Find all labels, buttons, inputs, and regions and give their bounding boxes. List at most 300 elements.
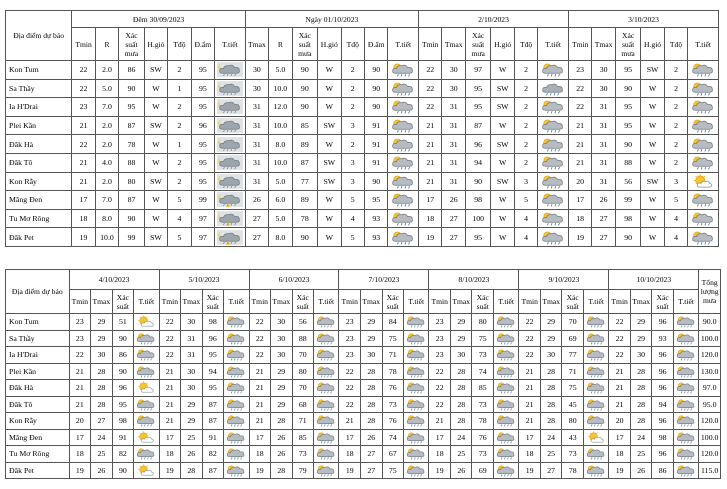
value-cell: 94 bbox=[465, 153, 491, 172]
value-cell: 26 bbox=[450, 462, 472, 479]
night-rain-icon bbox=[217, 99, 243, 114]
value-cell: W bbox=[318, 61, 341, 80]
value-cell: 22 bbox=[609, 347, 631, 364]
value-cell: 90 bbox=[465, 172, 491, 191]
value-cell: 31 bbox=[442, 98, 465, 117]
column-header: Xác suất bbox=[292, 290, 314, 314]
value-cell: 21 bbox=[519, 396, 541, 413]
value-cell: 21 bbox=[249, 363, 271, 380]
weather-cell bbox=[688, 209, 719, 228]
value-cell: 2 bbox=[664, 135, 687, 154]
weather-cell bbox=[688, 98, 719, 117]
value-cell: 4.0 bbox=[95, 153, 118, 172]
value-cell: SW bbox=[491, 172, 514, 191]
value-cell: 23 bbox=[339, 314, 361, 331]
sun-cloud-rain-icon bbox=[135, 447, 157, 460]
value-cell: 28 bbox=[450, 363, 472, 380]
value-cell: 75 bbox=[562, 380, 584, 397]
weather-cell bbox=[404, 330, 429, 347]
value-cell: SW bbox=[318, 172, 341, 191]
location-cell: Kon Rẫy bbox=[6, 413, 70, 430]
weather-cell bbox=[688, 191, 719, 210]
value-cell: 21 bbox=[249, 413, 271, 430]
location-cell: Đăk Hà bbox=[6, 135, 72, 154]
value-cell: 74 bbox=[382, 429, 404, 446]
value-cell: 76 bbox=[382, 413, 404, 430]
value-cell: 22 bbox=[72, 61, 95, 80]
value-cell: 22 bbox=[419, 98, 442, 117]
sun-cloud-rain-icon bbox=[225, 332, 247, 345]
value-cell: 28 bbox=[91, 380, 113, 397]
value-cell: 24 bbox=[630, 429, 652, 446]
weather-cell bbox=[224, 413, 249, 430]
weather-cell bbox=[493, 446, 518, 463]
value-cell: 80 bbox=[292, 363, 314, 380]
value-cell: 25 bbox=[181, 429, 203, 446]
weather-cell bbox=[224, 429, 249, 446]
value-cell: 23 bbox=[339, 330, 361, 347]
value-cell: 79 bbox=[292, 462, 314, 479]
sun-cloud-icon bbox=[135, 381, 157, 394]
sun-cloud-rain-icon bbox=[225, 447, 247, 460]
value-cell: 91 bbox=[202, 429, 224, 446]
value-cell: 19 bbox=[609, 462, 631, 479]
value-cell: W bbox=[641, 191, 664, 210]
value-cell: 21 bbox=[249, 396, 271, 413]
period-header: Ngày 01/10/2023 bbox=[245, 11, 418, 28]
value-cell: 2 bbox=[664, 61, 687, 80]
value-cell: 26 bbox=[181, 446, 203, 463]
value-cell: 18 bbox=[519, 446, 541, 463]
weather-cell bbox=[583, 330, 608, 347]
value-cell: 85 bbox=[292, 429, 314, 446]
day-header: 10/10/2023 bbox=[609, 270, 699, 290]
value-cell: 28 bbox=[450, 396, 472, 413]
value-cell: 22 bbox=[339, 380, 361, 397]
value-cell: 30 bbox=[540, 347, 562, 364]
value-cell: 30 bbox=[91, 347, 113, 364]
weather-cell bbox=[688, 116, 719, 135]
value-cell: 96 bbox=[652, 413, 674, 430]
value-cell: 88 bbox=[292, 330, 314, 347]
value-cell: 26 bbox=[271, 446, 293, 463]
value-cell: 31 bbox=[592, 135, 615, 154]
weather-cell bbox=[538, 98, 569, 117]
value-cell: 97 bbox=[191, 228, 214, 247]
location-cell: Măng Đen bbox=[6, 429, 70, 446]
value-cell: 28 bbox=[540, 396, 562, 413]
weather-cell bbox=[388, 191, 419, 210]
weather-cell bbox=[583, 462, 608, 479]
value-cell: W bbox=[144, 191, 167, 210]
column-header: H.gió bbox=[318, 28, 341, 61]
location-cell: Măng Đen bbox=[6, 191, 72, 210]
sun-cloud-rain-icon bbox=[675, 348, 697, 361]
value-cell: 19 bbox=[69, 462, 91, 479]
weather-cell bbox=[673, 363, 698, 380]
value-cell: 96 bbox=[112, 380, 134, 397]
value-cell: 28 bbox=[91, 363, 113, 380]
weather-cell bbox=[493, 462, 518, 479]
sun-cloud-rain-icon bbox=[495, 381, 517, 394]
weather-cell bbox=[673, 380, 698, 397]
column-header: Xác suất bbox=[202, 290, 224, 314]
column-header: Tmin bbox=[429, 290, 451, 314]
sun-cloud-rain-icon bbox=[405, 398, 427, 411]
sun-cloud-rain-icon bbox=[390, 230, 416, 245]
weather-cell bbox=[583, 363, 608, 380]
column-header: T.tiết bbox=[493, 290, 518, 314]
value-cell: 95 bbox=[465, 98, 491, 117]
sun-cloud-rain-icon bbox=[690, 62, 716, 77]
table-row bbox=[6, 172, 719, 191]
table-row bbox=[6, 380, 721, 397]
value-cell: 28 bbox=[271, 462, 293, 479]
value-cell: 95 bbox=[615, 98, 641, 117]
weather-cell bbox=[388, 135, 419, 154]
location-cell: Đăk Pet bbox=[6, 228, 72, 247]
value-cell: 87 bbox=[119, 116, 145, 135]
value-cell: 76 bbox=[382, 380, 404, 397]
value-cell: 95 bbox=[465, 79, 491, 98]
location-cell: Kon Tum bbox=[6, 61, 72, 80]
total-rain-cell: 130.0 bbox=[699, 363, 721, 380]
weather-cell bbox=[134, 446, 159, 463]
weather-cell bbox=[215, 153, 246, 172]
value-cell: 4 bbox=[664, 228, 687, 247]
weather-cell bbox=[538, 79, 569, 98]
weather-cell bbox=[314, 462, 339, 479]
total-rain-cell: 97.0 bbox=[699, 380, 721, 397]
column-header: Tmin bbox=[519, 290, 541, 314]
sun-cloud-rain-icon bbox=[495, 431, 517, 444]
value-cell: 91 bbox=[364, 116, 387, 135]
value-cell: 17 bbox=[568, 191, 591, 210]
sun-cloud-icon bbox=[690, 174, 716, 189]
weather-cell bbox=[404, 413, 429, 430]
value-cell: 99 bbox=[191, 191, 214, 210]
weather-cell bbox=[134, 396, 159, 413]
value-cell: 18 bbox=[419, 209, 442, 228]
value-cell: 5 bbox=[341, 191, 364, 210]
value-cell: 3 bbox=[341, 172, 364, 191]
value-cell: 73 bbox=[562, 446, 584, 463]
location-cell: Ia H'Drai bbox=[6, 347, 70, 364]
value-cell: 5.0 bbox=[269, 172, 292, 191]
sun-cloud-rain-icon bbox=[690, 81, 716, 96]
sun-cloud-rain-icon bbox=[540, 192, 566, 207]
table-row bbox=[6, 209, 719, 228]
value-cell: 23 bbox=[72, 98, 95, 117]
sun-cloud-rain-icon bbox=[495, 447, 517, 460]
value-cell: 71 bbox=[292, 413, 314, 430]
weather-cell bbox=[493, 413, 518, 430]
column-header: T.tiết bbox=[538, 28, 569, 61]
value-cell: 73 bbox=[472, 446, 494, 463]
value-cell: 21 bbox=[69, 363, 91, 380]
value-cell: 90 bbox=[292, 98, 318, 117]
value-cell: 2 bbox=[168, 153, 191, 172]
value-cell: 27 bbox=[592, 209, 615, 228]
night-storm-icon bbox=[217, 211, 243, 226]
value-cell: 97 bbox=[191, 209, 214, 228]
column-header: Tmin bbox=[159, 290, 181, 314]
weather-cell bbox=[314, 330, 339, 347]
total-rain-cell: 120.0 bbox=[699, 446, 721, 463]
sun-cloud-rain-icon bbox=[585, 381, 607, 394]
value-cell: 30 bbox=[442, 61, 465, 80]
value-cell: 25 bbox=[450, 446, 472, 463]
column-header: Tmax bbox=[540, 290, 562, 314]
value-cell: 21 bbox=[159, 396, 181, 413]
value-cell: 31 bbox=[442, 153, 465, 172]
value-cell: 96 bbox=[191, 116, 214, 135]
value-cell: 78 bbox=[119, 135, 145, 154]
table-row bbox=[6, 79, 719, 98]
weather-cell bbox=[673, 462, 698, 479]
value-cell: 95 bbox=[465, 228, 491, 247]
value-cell: 22 bbox=[159, 330, 181, 347]
sun-cloud-rain-icon bbox=[405, 332, 427, 345]
night-rain-icon bbox=[217, 81, 243, 96]
value-cell: 97 bbox=[465, 61, 491, 80]
value-cell: 45 bbox=[562, 396, 584, 413]
weather-cell bbox=[215, 79, 246, 98]
sun-cloud-rain-icon bbox=[315, 464, 337, 477]
value-cell: 21 bbox=[72, 153, 95, 172]
value-cell: 31 bbox=[442, 116, 465, 135]
value-cell: 19 bbox=[249, 462, 271, 479]
value-cell: 24 bbox=[450, 429, 472, 446]
sun-cloud-icon bbox=[135, 431, 157, 444]
value-cell: 3 bbox=[341, 116, 364, 135]
weather-cell bbox=[583, 446, 608, 463]
value-cell: 31 bbox=[592, 116, 615, 135]
location-cell: Tu Mơ Rông bbox=[6, 209, 72, 228]
weather-cell bbox=[314, 363, 339, 380]
value-cell: 56 bbox=[615, 172, 641, 191]
value-cell: W bbox=[641, 153, 664, 172]
weather-cell bbox=[404, 314, 429, 331]
value-cell: 21 bbox=[419, 172, 442, 191]
value-cell: 22 bbox=[339, 396, 361, 413]
column-header: Tđộ bbox=[664, 28, 687, 61]
value-cell: 29 bbox=[630, 314, 652, 331]
value-cell: 22 bbox=[159, 314, 181, 331]
value-cell: 29 bbox=[540, 314, 562, 331]
value-cell: 22 bbox=[519, 347, 541, 364]
weather-cell bbox=[673, 446, 698, 463]
weather-cell bbox=[314, 413, 339, 430]
sun-cloud-rain-icon bbox=[135, 398, 157, 411]
value-cell: 29 bbox=[450, 314, 472, 331]
weather-cell bbox=[688, 61, 719, 80]
value-cell: 73 bbox=[472, 396, 494, 413]
value-cell: 96 bbox=[465, 135, 491, 154]
value-cell: W bbox=[144, 209, 167, 228]
column-header: Xác suất bbox=[112, 290, 134, 314]
value-cell: 30 bbox=[181, 314, 203, 331]
weather-cell bbox=[215, 228, 246, 247]
value-cell: 22 bbox=[249, 314, 271, 331]
sun-cloud-rain-icon bbox=[675, 414, 697, 427]
value-cell: 87 bbox=[465, 116, 491, 135]
value-cell: 23 bbox=[69, 330, 91, 347]
sun-cloud-rain-icon bbox=[315, 431, 337, 444]
table-row bbox=[6, 191, 719, 210]
value-cell: 23 bbox=[429, 347, 451, 364]
value-cell: SW bbox=[144, 61, 167, 80]
weather-cell bbox=[493, 396, 518, 413]
value-cell: 26 bbox=[630, 462, 652, 479]
sun-cloud-rain-icon bbox=[390, 62, 416, 77]
day-header: 6/10/2023 bbox=[249, 270, 339, 290]
value-cell: 4 bbox=[341, 209, 364, 228]
total-rain-cell: 100.0 bbox=[699, 330, 721, 347]
weather-cell bbox=[583, 380, 608, 397]
value-cell: 82 bbox=[202, 446, 224, 463]
sun-cloud-rain-icon bbox=[690, 230, 716, 245]
sun-cloud-rain-icon bbox=[405, 348, 427, 361]
value-cell: 93 bbox=[364, 228, 387, 247]
value-cell: 95 bbox=[615, 116, 641, 135]
sun-cloud-rain-icon bbox=[405, 431, 427, 444]
value-cell: 21 bbox=[609, 380, 631, 397]
column-header: Xác suất bbox=[562, 290, 584, 314]
value-cell: 87 bbox=[202, 396, 224, 413]
value-cell: 98 bbox=[652, 429, 674, 446]
weather-cell bbox=[215, 135, 246, 154]
value-cell: 3 bbox=[341, 153, 364, 172]
night-storm-icon bbox=[217, 230, 243, 245]
value-cell: 30 bbox=[592, 79, 615, 98]
value-cell: SW bbox=[318, 153, 341, 172]
sun-cloud-rain-icon bbox=[315, 414, 337, 427]
sun-cloud-rain-icon bbox=[585, 464, 607, 477]
value-cell: W bbox=[641, 209, 664, 228]
sun-cloud-rain-icon bbox=[495, 315, 517, 328]
weather-cell bbox=[493, 363, 518, 380]
value-cell: SW bbox=[318, 116, 341, 135]
sun-cloud-rain-icon bbox=[690, 192, 716, 207]
value-cell: 95 bbox=[615, 61, 641, 80]
sun-cloud-rain-icon bbox=[495, 414, 517, 427]
value-cell: 5 bbox=[168, 228, 191, 247]
value-cell: 5.0 bbox=[95, 79, 118, 98]
value-cell: 17 bbox=[72, 191, 95, 210]
value-cell: 22 bbox=[429, 380, 451, 397]
period-header: Đêm 30/09/2023 bbox=[72, 11, 245, 28]
column-header: Tmax bbox=[360, 290, 382, 314]
value-cell: 86 bbox=[119, 61, 145, 80]
value-cell: 30 bbox=[442, 79, 465, 98]
value-cell: 78 bbox=[562, 462, 584, 479]
value-cell: 93 bbox=[364, 209, 387, 228]
value-cell: 25 bbox=[540, 446, 562, 463]
value-cell: 2 bbox=[514, 116, 537, 135]
weather-cell bbox=[215, 191, 246, 210]
weather-cell bbox=[388, 172, 419, 191]
value-cell: W bbox=[318, 228, 341, 247]
weather-cell bbox=[688, 79, 719, 98]
value-cell: 90 bbox=[119, 209, 145, 228]
table-row bbox=[6, 347, 721, 364]
value-cell: 18 bbox=[568, 209, 591, 228]
sun-cloud-rain-icon bbox=[135, 332, 157, 345]
value-cell: 68 bbox=[292, 396, 314, 413]
sun-cloud-rain-icon bbox=[585, 348, 607, 361]
value-cell: 30 bbox=[181, 380, 203, 397]
value-cell: 91 bbox=[112, 429, 134, 446]
weather-cell bbox=[404, 347, 429, 364]
sun-cloud-rain-icon bbox=[390, 192, 416, 207]
value-cell: 84 bbox=[382, 314, 404, 331]
value-cell: 90 bbox=[364, 98, 387, 117]
value-cell: 95 bbox=[119, 98, 145, 117]
day-header: 7/10/2023 bbox=[339, 270, 429, 290]
weather-cell bbox=[538, 153, 569, 172]
value-cell: 2 bbox=[664, 98, 687, 117]
value-cell: 19 bbox=[419, 228, 442, 247]
value-cell: 21 bbox=[609, 396, 631, 413]
value-cell: 21 bbox=[568, 153, 591, 172]
weather-cell bbox=[583, 314, 608, 331]
value-cell: 2 bbox=[168, 61, 191, 80]
value-cell: 31 bbox=[442, 172, 465, 191]
value-cell: 27 bbox=[540, 462, 562, 479]
value-cell: 90 bbox=[119, 79, 145, 98]
value-cell: 78 bbox=[472, 413, 494, 430]
value-cell: SW bbox=[641, 172, 664, 191]
value-cell: 22 bbox=[69, 347, 91, 364]
value-cell: 21 bbox=[72, 116, 95, 135]
value-cell: 86 bbox=[112, 347, 134, 364]
value-cell: 23 bbox=[429, 330, 451, 347]
sun-cloud-rain-icon bbox=[690, 137, 716, 152]
table-row bbox=[6, 116, 719, 135]
value-cell: 2 bbox=[168, 172, 191, 191]
table-row bbox=[6, 61, 719, 80]
value-cell: 90 bbox=[112, 330, 134, 347]
table-row bbox=[6, 314, 721, 331]
sun-cloud-rain-icon bbox=[315, 348, 337, 361]
value-cell: 27 bbox=[360, 446, 382, 463]
table-row bbox=[6, 429, 721, 446]
column-header: Tmin bbox=[72, 28, 95, 61]
night-rain-icon bbox=[217, 155, 243, 170]
column-header: H.gió bbox=[144, 28, 167, 61]
value-cell: 22 bbox=[159, 347, 181, 364]
value-cell: 8.0 bbox=[269, 135, 292, 154]
value-cell: 28 bbox=[540, 380, 562, 397]
value-cell: 2 bbox=[168, 116, 191, 135]
value-cell: 24 bbox=[540, 429, 562, 446]
value-cell: 73 bbox=[472, 347, 494, 364]
value-cell: 70 bbox=[292, 380, 314, 397]
value-cell: 19 bbox=[519, 462, 541, 479]
value-cell: 43 bbox=[562, 429, 584, 446]
value-cell: 29 bbox=[181, 396, 203, 413]
table-row bbox=[6, 413, 721, 430]
sun-cloud-rain-icon bbox=[405, 381, 427, 394]
value-cell: 94 bbox=[652, 396, 674, 413]
value-cell: 29 bbox=[181, 413, 203, 430]
value-cell: 17 bbox=[249, 429, 271, 446]
value-cell: 17 bbox=[339, 429, 361, 446]
sun-cloud-rain-icon bbox=[315, 381, 337, 394]
value-cell: 28 bbox=[630, 396, 652, 413]
column-header: Tmax bbox=[245, 28, 268, 61]
